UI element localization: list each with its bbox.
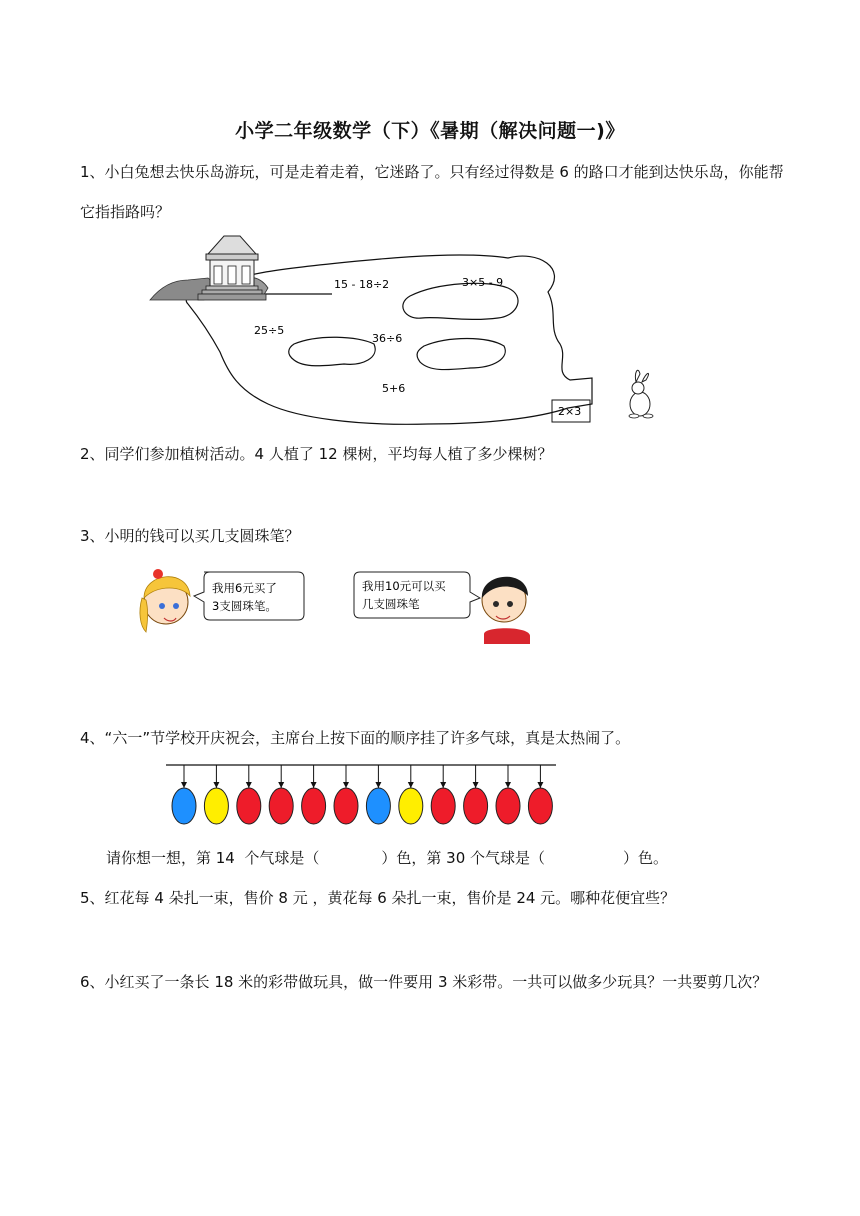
maze-inner-left [289, 337, 375, 366]
balloon [204, 788, 228, 824]
balloon-string-tip [473, 782, 479, 788]
question-number: 3、 [80, 527, 105, 545]
question-text: 小明的钱可以买几支圆珠笔？ [104, 527, 300, 545]
maze-expr-5: 5+6 [382, 382, 406, 395]
question-4 [80, 718, 792, 758]
question-text: 小红买了一条长 18 米的彩带做玩具，做一件要用 3 米彩带。一共可以做多少玩具？一共要剪几次？ [104, 973, 768, 991]
question-3 [80, 516, 792, 556]
maze-expr-2: 3×5 - 9 [462, 276, 504, 289]
balloon-string-tip [246, 782, 252, 788]
maze-expr-1: 15 - 18÷2 [334, 278, 390, 291]
maze-expr-3: 25÷5 [254, 324, 285, 337]
question-6 [80, 962, 792, 1002]
question-number: 1、 [80, 163, 105, 181]
question-5 [80, 878, 792, 918]
pavilion-icon [198, 236, 266, 300]
balloon-string-tip [181, 782, 187, 788]
fill-part-1: 请你想一想，第 14 个气球是（ [106, 849, 320, 867]
question-text: 小白兔想去快乐岛游玩，可是走着走着，它迷路了。只有经过得数是 6 的路口才能到达快乐岛，你能帮它指指路吗？ [80, 163, 784, 221]
fill-part-3: ）色。 [623, 849, 669, 867]
question-2 [80, 434, 792, 474]
fill-part-2: ）色，第 30 个气球是（ [381, 849, 546, 867]
balloon-string-tip [311, 782, 317, 788]
question-1 [80, 152, 792, 232]
boy-bubble-line-1: 我用10元可以买 [362, 579, 446, 593]
balloon [172, 788, 196, 824]
balloon-string-tip [343, 782, 349, 788]
balloon-row [164, 762, 560, 834]
balloon [496, 788, 520, 824]
balloon-fill-question [106, 846, 668, 870]
balloon-string-tip [375, 782, 381, 788]
page-title: 小学二年级数学（下）《暑期（解决问题一)》 [235, 120, 625, 142]
balloon-string-tip [213, 782, 219, 788]
boy-icon [482, 577, 530, 644]
girl-bubble-line-1: 我用6元买了 [212, 581, 277, 595]
balloon [366, 788, 390, 824]
balloon [334, 788, 358, 824]
balloon [237, 788, 261, 824]
balloon [269, 788, 293, 824]
girl-bubble-line-2: 3支圆珠笔。 [212, 599, 277, 613]
maze-expr-4: 36÷6 [372, 332, 403, 345]
maze-inner-right [417, 339, 505, 370]
balloon-string-tip [278, 782, 284, 788]
dialog-illustration [138, 562, 530, 644]
question-number: 4、 [80, 729, 105, 747]
question-number: 2、 [80, 445, 105, 463]
rabbit-icon [629, 370, 653, 418]
question-text: 红花每 4 朵扎一束，售价 8 元 ，黄花每 6 朵扎一束，售价是 24 元。哪种花便宜些？ [104, 889, 676, 907]
question-number: 6、 [80, 973, 105, 991]
balloon-string-tip [440, 782, 446, 788]
question-number: 5、 [80, 889, 105, 907]
balloon [399, 788, 423, 824]
balloon-string-tip [505, 782, 511, 788]
question-text: 同学们参加植树活动。4 人植了 12 棵树，平均每人植了多少棵树？ [104, 445, 553, 463]
balloon-string-tip [408, 782, 414, 788]
boy-bubble-line-2: 几支圆珠笔 [362, 597, 420, 611]
maze-expr-6: 2×3 [558, 405, 582, 418]
balloon [464, 788, 488, 824]
girl-icon [140, 569, 190, 632]
question-text: “六一”节学校开庆祝会，主席台上按下面的顺序挂了许多气球，真是太热闹了。 [104, 729, 631, 747]
balloon [528, 788, 552, 824]
maze-illustration [148, 232, 676, 432]
balloon-string-tip [537, 782, 543, 788]
balloon [302, 788, 326, 824]
balloon [431, 788, 455, 824]
